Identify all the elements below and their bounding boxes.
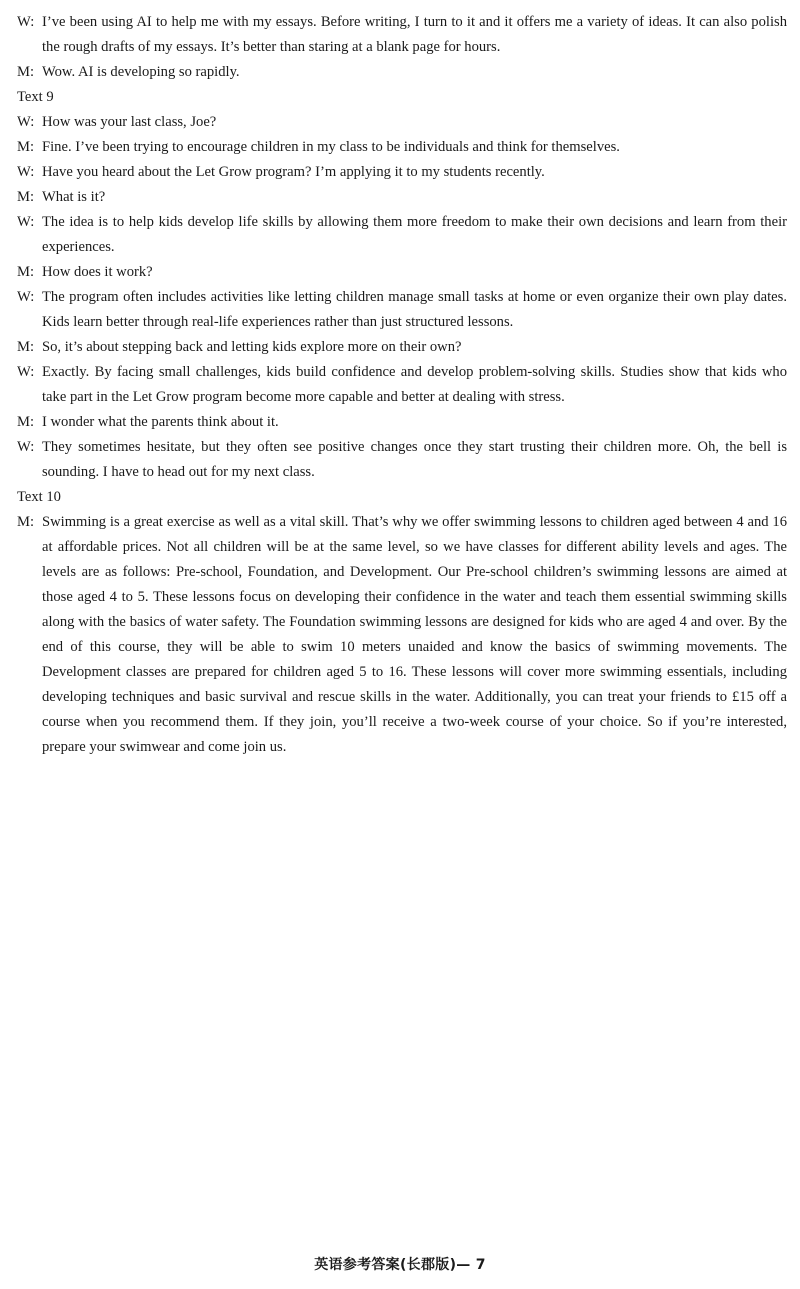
speaker-label: M: [17,264,35,280]
section-heading: Text 9 [17,89,54,105]
speaker-label: W: [17,439,35,455]
turn-text: How was your last class, Joe? [42,114,217,130]
dialogue-turn [17,210,787,260]
dialogue-turn [17,110,787,135]
speaker-label: W: [17,289,35,305]
turn-text: I’ve been using AI to help me with my essays. Before writing, I turn to it and it offers me a variety of ideas. It can also polish the rough drafts of my essays. It’s better than staring at a blank page for hours. [42,14,787,55]
turn-text: Exactly. By facing small challenges, kids build confidence and develop problem-solving skills. Studies show that kids who take part in the Let Grow program become more capable and better at dealing with stress. [42,364,787,405]
turn-text: So, it’s about stepping back and letting kids explore more on their own? [42,339,462,355]
speaker-label: M: [17,189,35,205]
turn-text: The idea is to help kids develop life skills by allowing them more freedom to make their own decisions and learn from their experiences. [42,214,787,255]
speaker-label: M: [17,414,35,430]
turn-text: Fine. I’ve been trying to encourage children in my class to be individuals and think for themselves. [42,139,620,155]
speaker-label: W: [17,164,35,180]
turn-text: Have you heard about the Let Grow program? I’m applying it to my students recently. [42,164,545,180]
turn-text: How does it work? [42,264,153,280]
speaker-label: W: [17,214,35,230]
dialogue-turn [17,410,787,435]
dialogue-turn [17,135,787,160]
speaker-label: M: [17,339,35,355]
dialogue-turn [17,435,787,485]
speaker-label: M: [17,514,35,530]
speaker-label: W: [17,364,35,380]
turn-text: What is it? [42,189,106,205]
page-footer: 英语参考答案(长郡版)— 7 [314,1257,486,1273]
turn-text: The program often includes activities like letting children manage small tasks at home or even organize their own play dates. Kids learn better through real-life experiences rather than just structured lessons. [42,289,787,330]
dialogue-turn [17,60,787,85]
dialogue-turn [17,335,787,360]
speaker-label: M: [17,139,35,155]
turn-text: They sometimes hesitate, but they often see positive changes once they start trusting their children more. Oh, the bell is sounding. I have to head out for my next class. [42,439,787,480]
dialogue-turn [17,260,787,285]
turn-text: Swimming is a great exercise as well as a vital skill. That’s why we offer swimming lessons to children aged between 4 and 16 at affordable prices. Not all children will be at the same level, so we have classes for different ability levels and ages. The levels are as follows: Pre-school, Foundation, and Development. Our Pre-school children’s swimming lessons are aimed at those aged 4 to 5. These lessons focus on developing their confidence in the water and teach them essential swimming skills along with the basics of water safety. The Foundation swimming lessons are designed for kids who are aged 4 and over. By the end of this course, they will be able to swim 10 meters unaided and know the basics of swimming movements. The Development classes are prepared for children aged 5 to 16. These lessons will cover more swimming essentials, including developing techniques and basic survival and rescue skills in the water. Additionally, you can treat your friends to £15 off a course when you recommend them. If they join, you’ll receive a two-week course of your choice. So if you’re interested, prepare your swimwear and come join us. [42,514,787,755]
dialogue-turn [17,185,787,210]
dialogue-turn [17,285,787,335]
turn-text: I wonder what the parents think about it. [42,414,279,430]
dialogue-turn [17,10,787,60]
transcript-body [17,10,787,760]
speaker-label: W: [17,14,35,30]
dialogue-turn [17,510,787,760]
dialogue-turn [17,160,787,185]
dialogue-turn [17,360,787,410]
speaker-label: M: [17,64,35,80]
turn-text: Wow. AI is developing so rapidly. [42,64,240,80]
section-heading: Text 10 [17,489,61,505]
speaker-label: W: [17,114,35,130]
